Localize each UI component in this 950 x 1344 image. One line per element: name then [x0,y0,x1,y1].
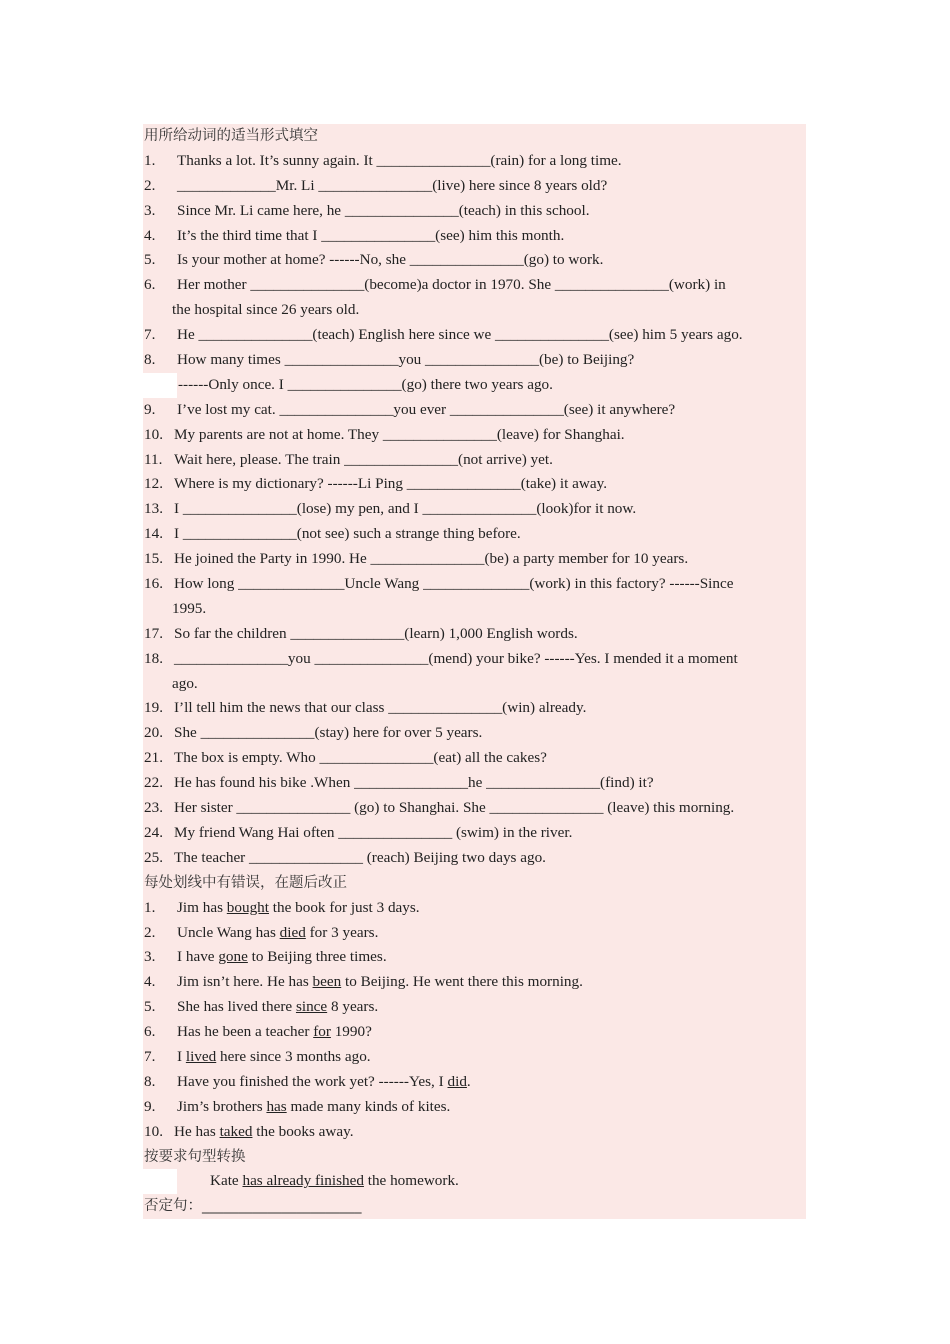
question-21: 21. The box is empty. Who _______________(eat) all the cakes? [143,746,806,771]
question-15: 15. He joined the Party in 1990. He _______________(be) a party member for 10 years. [143,547,806,572]
underlined-error: for [313,1023,331,1041]
section-title-error-correction: 每处划线中有错误，在题后改正 [143,871,806,896]
question-17: 17. So far the children _______________(learn) 1,000 English words. [143,622,806,647]
negative-sentence-prompt: 否定句：______________________ [143,1194,806,1219]
correction-4: 4. Jim isn’t here. He has been to Beijing. He went there this morning. [143,970,806,995]
question-2: 2. _____________Mr. Li _______________(live) here since 8 years old? [143,174,806,199]
question-14: 14. I _______________(not see) such a strange thing before. [143,522,806,547]
question-19: 19. I’ll tell him the news that our class _______________(win) already. [143,696,806,721]
question-12: 12. Where is my dictionary? ------Li Ping _______________(take) it away. [143,472,806,497]
underlined-phrase: has already finished [242,1172,364,1190]
correction-7: 7. I lived here since 3 months ago. [143,1045,806,1070]
question-6-continuation: the hospital since 26 years old. [143,298,806,323]
correction-9: 9. Jim’s brothers has made many kinds of kites. [143,1095,806,1120]
transform-sentence: Kate has already finished the homework. [143,1169,806,1194]
underlined-error: lived [185,1047,217,1065]
question-10: 10. My parents are not at home. They _______________(leave) for Shanghai. [143,423,806,448]
question-11: 11. Wait here, please. The train _______________(not arrive) yet. [143,448,806,473]
correction-3: 3. I have gone to Beijing three times. [143,945,806,970]
question-1: 1. Thanks a lot. It’s sunny again. It _______________(rain) for a long time. [143,149,806,174]
worksheet [143,124,806,1219]
correction-5: 5. She has lived there since 8 years. [143,995,806,1020]
underlined-error: been [312,973,342,991]
underlined-error: did [447,1072,467,1090]
question-18-continuation: ago. [143,672,806,697]
question-16-continuation: 1995. [143,597,806,622]
correction-10: 10. He has taked the books away. [143,1120,806,1145]
section-title-fill-blanks: 用所给动词的适当形式填空 [143,124,806,149]
question-13: 13. I _______________(lose) my pen, and I _______________(look)for it now. [143,497,806,522]
question-9: 9. I’ve lost my cat. _______________you ever _______________(see) it anywhere? [143,398,806,423]
question-23: 23. Her sister _______________ (go) to Shanghai. She _______________ (leave) this morning. [143,796,806,821]
question-18: 18. _______________you _______________(mend) your bike? ------Yes. I mended it a moment [143,647,806,672]
question-4: 4. It’s the third time that I _______________(see) him this month. [143,224,806,249]
underlined-error: taked [219,1122,253,1140]
question-7: 7. He _______________(teach) English here since we _______________(see) him 5 years ago. [143,323,806,348]
question-25: 25. The teacher _______________ (reach) Beijing two days ago. [143,846,806,871]
correction-1: 1. Jim has bought the book for just 3 days. [143,896,806,921]
question-5: 5. Is your mother at home? ------No, she _______________(go) to work. [143,248,806,273]
question-20: 20. She _______________(stay) here for over 5 years. [143,721,806,746]
question-3: 3. Since Mr. Li came here, he _______________(teach) in this school. [143,199,806,224]
question-6: 6. Her mother _______________(become)a doctor in 1970. She _______________(work) in [143,273,806,298]
question-8-answer-line: ------Only once. I _______________(go) there two years ago. [143,373,806,398]
correction-8: 8. Have you finished the work yet? ------Yes, I did. [143,1070,806,1095]
question-16: 16. How long ______________Uncle Wang ______________(work) in this factory? ------Since [143,572,806,597]
underlined-error: bought [226,898,269,916]
correction-6: 6. Has he been a teacher for 1990? [143,1020,806,1045]
question-22: 22. He has found his bike .When _______________he _______________(find) it? [143,771,806,796]
section-title-sentence-transform: 按要求句型转换 [143,1145,806,1170]
correction-2: 2. Uncle Wang has died for 3 years. [143,921,806,946]
underlined-error: since [295,998,328,1016]
underlined-error: died [279,923,306,941]
underlined-error: has [266,1097,287,1115]
question-8: 8. How many times _______________you _______________(be) to Beijing? [143,348,806,373]
question-24: 24. My friend Wang Hai often _______________ (swim) in the river. [143,821,806,846]
underlined-error: gone [218,948,248,966]
